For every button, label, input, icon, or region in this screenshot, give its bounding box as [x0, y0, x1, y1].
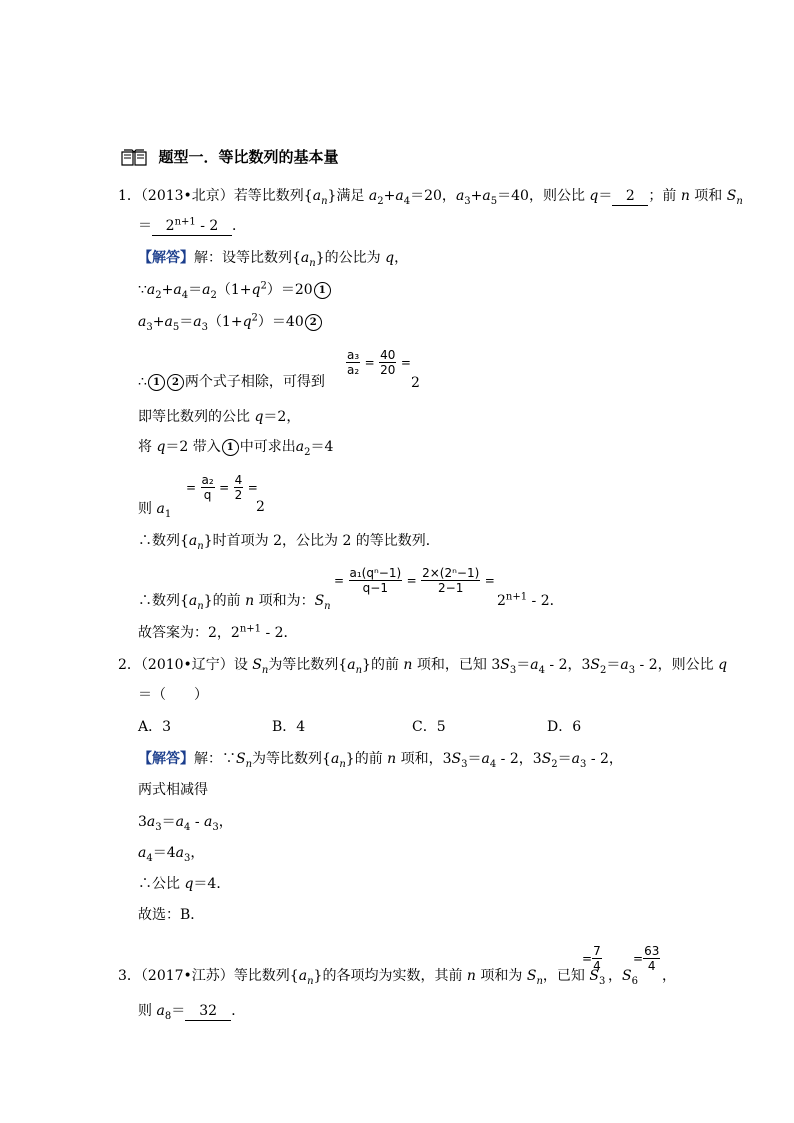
section-title: 题型一．等比数列的基本量	[158, 148, 339, 166]
circled-number-2: 2	[305, 314, 322, 331]
formula-s6: = $\frac{63}{4}$	[633, 944, 660, 973]
solution-1-line-5: 即等比数列的公比 q＝2，	[138, 409, 301, 425]
solution-1-line-4: ∴ 1 2 两个式子相除，可得到	[138, 374, 325, 390]
solution-1-final: 故答案为：2，$2^{n+1} - 2$．	[138, 623, 298, 641]
formula-ratio: $\frac{\text{a₃}}{\text{a₂}}$ = $\frac{40}{20}$ =	[347, 348, 411, 377]
formula-s3: = $\frac{7}{4}$	[582, 944, 601, 973]
formula-a1: = $\frac{\text{a₂}}{q}$ = $\frac{4}{2}$ =	[186, 473, 258, 502]
problem-1-stem-line2: ＝ $2^{n+1} - 2$ ．	[138, 216, 246, 234]
problem-3-line2: 则 $a_8= 32$ ．	[138, 1003, 246, 1022]
book-icon	[120, 148, 148, 168]
solution-1-line-2: $\because a_2+a_4=a_2(1+q^2)=20$ 1	[138, 281, 332, 299]
option-d: D．6	[547, 719, 582, 735]
answer-tag: 【解答】	[138, 250, 194, 266]
circled-number-1: 1	[314, 282, 331, 299]
answer-tag: 【解答】	[138, 751, 194, 767]
problem-3-stem: 3．（2017•江苏）等比数列$\{a_n\}$的各项均为实数，其前 n 项和为 $S_n$，已知 $S_3$	[118, 968, 606, 987]
option-c: C．5	[412, 719, 446, 735]
solution-2-line-2: 两式相减得	[138, 782, 208, 798]
problem-2-stem: 2．（2010•辽宁）设 $S_n$为等比数列$\{a_n\}$的前 n 项和，已知 $3S_3=a_4 - 2$，$3S_2=a_3 - 2$，则公比 q	[118, 657, 728, 676]
section-header	[120, 148, 338, 168]
solution-1-line-6: 将 q＝2 带入 1 中可求出$a_2=4$	[138, 439, 334, 458]
option-b: B．4	[272, 719, 306, 735]
solution-1-line-7: 则 $a_1$	[138, 501, 172, 520]
solution-2-final: 故选：B．	[138, 907, 205, 923]
solution-2-line-1: 【解答】解：$\because S_n$为等比数列$\{a_n\}$的前 n 项和，$3S_3=a_4 - 2$，$3S_2=a_3 - 2$，	[138, 751, 623, 770]
answer-blank-sn: $2^{n+1} - 2$	[152, 217, 232, 236]
solution-1-line-1: 【解答】解：设等比数列$\{a_n\}$的公比为 q，	[138, 250, 409, 269]
solution-1-line-9: ∴数列$\{a_n\}$的前 n 项和为：$S_n$	[138, 593, 331, 612]
solution-2-line-5: ∴公比 q＝4．	[138, 876, 231, 892]
formula-sum: = $\frac{\text{a₁(qⁿ−1)}}{q-1}$ = $\frac{\text{2×(2ⁿ−1)}}{2-1}$ =	[334, 566, 495, 595]
problem-1-stem: 1．（2013•北京）若等比数列$\{a_n\}$满足 $a_2+a_4=20$，$a_3+a_5=40$，则公比 q＝ 2 ；前 n 项和 $S_n$	[118, 188, 743, 207]
solution-2-line-4: $a_4=4a_3$，	[138, 845, 205, 864]
answer-blank-a8: 32	[185, 1002, 231, 1021]
answer-blank-q: 2	[612, 187, 648, 206]
solution-1-line-3: $a_3+a_5=a_3(1+q^2)=40$ 2	[138, 313, 323, 331]
option-a: A．3	[138, 719, 172, 735]
solution-2-line-3: $3a_3=a_4 - a_3$，	[138, 814, 233, 833]
solution-1-line-8: ∴数列$\{a_n\}$时首项为 2，公比为 2 的等比数列．	[138, 533, 440, 552]
problem-2-stem-line2: ＝（ ）	[138, 687, 208, 703]
